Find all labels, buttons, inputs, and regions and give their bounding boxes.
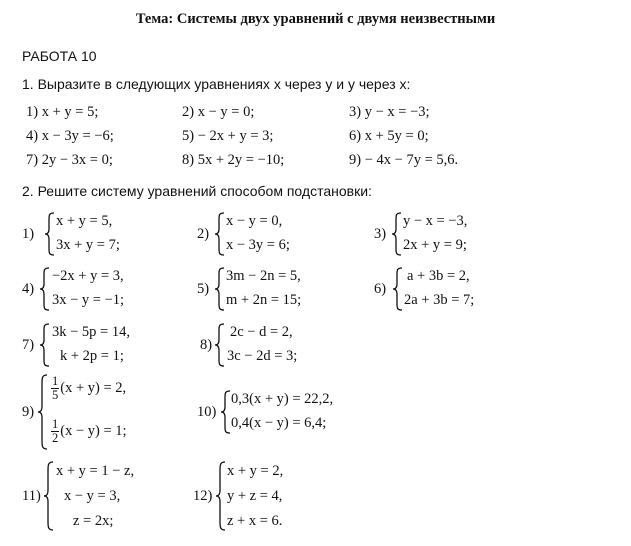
system-12 [193, 461, 343, 531]
work-label: РАБОТА 10 [22, 48, 97, 64]
task1-item: 4) x − 3y = −6; [26, 128, 114, 144]
system-label: 4) [22, 280, 35, 297]
task1-item: 1) x + y = 5; [26, 104, 99, 120]
system-10 [197, 390, 367, 434]
system-label: 3) [374, 225, 387, 242]
system-label: 12) [193, 487, 213, 504]
system-label: 2) [197, 225, 210, 242]
page-title: Тема: Системы двух уравнений с двумя неизвестными [135, 11, 496, 27]
brace [44, 212, 56, 256]
task2-heading: 2. Решите систему уравнений способом подстановки: [22, 183, 372, 199]
system-label: 6) [374, 280, 387, 297]
brace [214, 267, 226, 311]
system-9 [22, 374, 172, 450]
system-line: 3x − y = −1; [52, 292, 125, 308]
fraction: $\frac{1}{5}$ [52, 374, 59, 403]
system-line: 2a + 3b = 7; [404, 292, 475, 308]
brace [215, 461, 227, 531]
system-line: m + 2n = 15; [226, 292, 302, 308]
system-line: a + 3b = 2, [407, 268, 470, 284]
system-line: k + 2p = 1; [60, 348, 124, 364]
system-label: 11) [22, 487, 41, 504]
system-line: 0,4(x − y) = 6,4; [231, 415, 327, 431]
system-line: −2x + y = 3, [52, 268, 124, 284]
system-line: 3m − 2n = 5, [226, 268, 301, 284]
task1-item: 2) x − y = 0; [182, 104, 255, 120]
task1-heading: 1. Выразите в следующих уравнениях x через y и y через x: [22, 76, 411, 92]
system-line: y + z = 4, [227, 488, 283, 504]
system-label: 10) [197, 403, 217, 420]
system-line: x + y = 1 − z, [56, 463, 135, 479]
system-11 [22, 461, 172, 531]
system-4 [22, 267, 152, 311]
task1-item: 3) y − x = −3; [349, 104, 430, 120]
system-line: x − y = 0, [226, 213, 283, 229]
system-1 [22, 212, 152, 256]
system-label: 8) [200, 336, 213, 353]
brace [43, 461, 55, 531]
task1-item: 5) − 2x + y = 3; [182, 128, 274, 144]
system-line: 2x + y = 9; [403, 237, 467, 253]
brace [37, 374, 49, 450]
system-line: x + y = 2, [227, 463, 284, 479]
system-label: 1) [22, 225, 35, 242]
system-label: 9) [22, 403, 35, 420]
system-label: 7) [22, 336, 35, 353]
task1-item: 7) 2y − 3x = 0; [26, 152, 113, 168]
system-7 [22, 323, 162, 367]
system-line: $\frac{1}{2}$ (x − y) = 1; [52, 417, 127, 446]
system-line: $\frac{1}{5}$ (x + y) = 2, [52, 374, 127, 403]
brace [214, 212, 226, 256]
fraction: $\frac{1}{2}$ [52, 417, 59, 446]
task1-item: 6) x + 5y = 0; [349, 128, 429, 144]
brace [214, 323, 226, 367]
system-label: 5) [197, 280, 210, 297]
task1-item: 8) 5x + 2y = −10; [182, 152, 285, 168]
system-line: x + y = 5, [56, 213, 113, 229]
task1-item: 9) − 4x − 7y = 5,6. [349, 152, 459, 168]
system-line: z + x = 6. [227, 513, 283, 529]
brace [39, 323, 51, 367]
system-line: x − y = 3, [64, 488, 121, 504]
system-line: 3c − 2d = 3; [227, 348, 298, 364]
brace [391, 212, 403, 256]
system-line: z = 2x; [73, 513, 114, 529]
system-3 [374, 212, 504, 256]
system-line: y − x = −3, [403, 213, 468, 229]
system-line: 3k − 5p = 14, [52, 324, 130, 340]
system-6 [374, 267, 504, 311]
system-line: 3x + y = 7; [56, 237, 120, 253]
system-2 [197, 212, 327, 256]
system-line: x − 3y = 6; [226, 237, 290, 253]
brace [39, 267, 51, 311]
system-8 [200, 323, 330, 367]
system-5 [197, 267, 327, 311]
system-line: 0,3(x + y) = 22,2, [231, 391, 334, 407]
brace [392, 267, 404, 311]
system-line: 2c − d = 2, [230, 324, 293, 340]
